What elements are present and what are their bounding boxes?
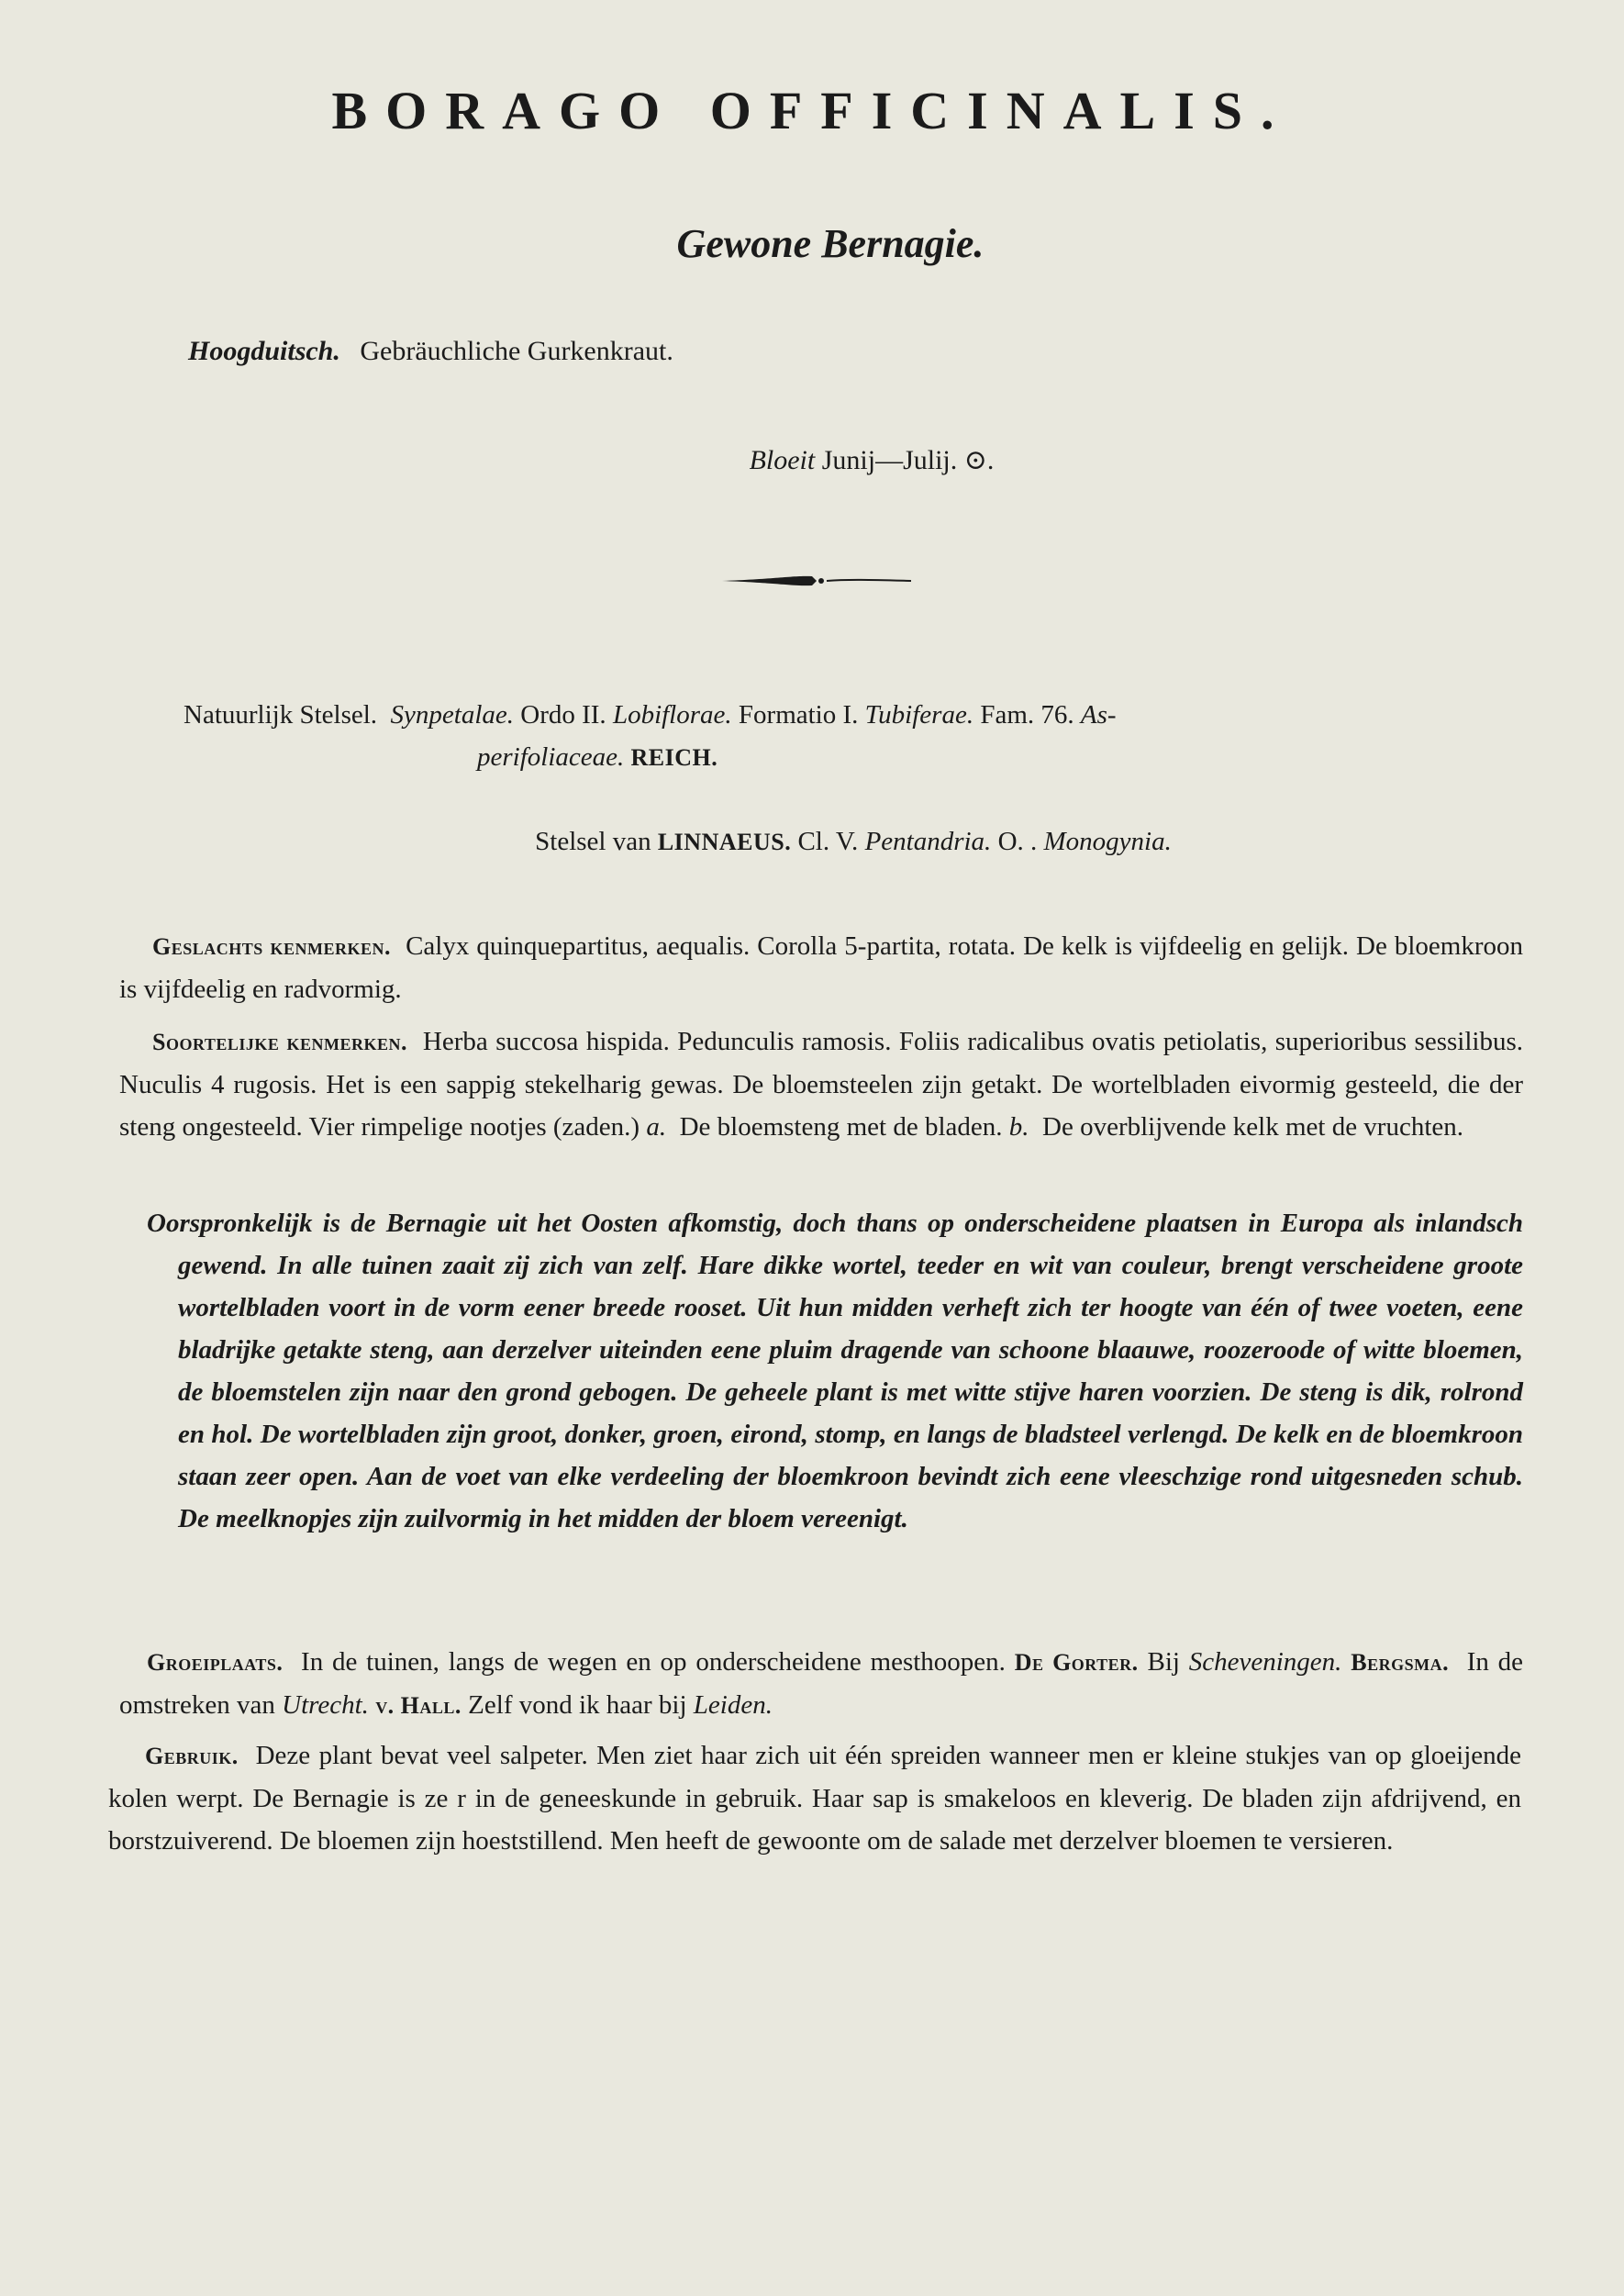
page-subtitle: Gewone Bernagie. <box>676 221 984 266</box>
german-name: Gebräuchliche Gurkenkraut. <box>360 336 673 366</box>
origin-description-text: Oorspronkelijk is de Bernagie uit het Oosten afkomstig, doch thans op onderscheidene plaatsen in Europa als inlandsch gewend. In alle tuinen zaait zij zich van zelf. Hare dikke wortel, teeder en wit van couleur, brengt verscheidene groote wortelbladen voort in de vorm eener breede rooset. Uit hun midden verheft zich ter hoogte van één of twee voeten, eene bladrijke getakte steng, aan derzelver uiteinden eene pluim dragende van schoone blaauwe, roozeroode of witte bloemen, de bloemstelen zijn naar den grond gebogen. De geheele plant is met witte stijve haren voorzien. De steng is dik, rolrond en hol. De wortelbladen zijn groot, donker, groen, eirond, stomp, en langs de bladsteel verlengd. De kelk en de bloemkroon staan zeer open. Aan de voet van elke verdeeling der bloemkroon bevindt zich eene vleeschzige rond uitgesneden schub. De meelknopjes zijn zuilvormig in het midden der bloem vereenigt. <box>147 1209 1523 1533</box>
habitat-source-hall: v. Hall. <box>375 1692 462 1719</box>
usage-paragraph <box>108 1734 1521 1862</box>
natural-system-family-name-start: As- <box>1080 700 1117 730</box>
natural-system-paragraph <box>184 694 1468 779</box>
habitat-place-utrecht: Utrecht. <box>282 1690 369 1720</box>
linnaeus-class: Cl. V. <box>797 827 859 856</box>
figure-ref-b: b. <box>1008 1112 1029 1142</box>
species-text-stem: De bloemsteng met de bladen. <box>679 1112 1003 1142</box>
linnaeus-class-name: Pentandria. <box>864 827 992 856</box>
linnaeus-order: O. . <box>997 827 1038 856</box>
natural-system-family-name-end: perifoliaceae. <box>477 742 625 772</box>
habitat-place-scheveningen: Scheveningen. <box>1188 1647 1342 1677</box>
genus-characteristics-text: Calyx quinquepartitus, aequalis. Corolla 5-partita, rotata. De kelk is vijfdeelig en gelijk. De bloemkroon is vijfdeelig en radvormig. <box>119 931 1523 1004</box>
flowering-period: Junij—Julij. ⊙. <box>821 445 995 475</box>
species-characteristics-label: Soortelijke kenmerken. <box>152 1029 408 1055</box>
usage-text: Deze plant bevat veel salpeter. Men ziet haar zich uit één spreiden wanneer men er kleine stukjes van op gloeijende kolen werpt. De Bernagie is ze r in de geneeskunde in gebruik. Haar sap is smakeloos en kleverig. De bladen zijn afdrijvend, en borstzuiverend. De bloemen zijn hoeststillend. Men heeft de gewoonte om de salade met derzelver bloemen te versieren. <box>108 1741 1522 1856</box>
linnaeus-system-line <box>0 820 1624 864</box>
genus-characteristics-label: Geslachts kenmerken. <box>152 933 392 960</box>
species-characteristics-text: Herba succosa hispida. Pedunculis ramosis. Foliis radicalibus ovatis petiolatis, superioribus sessilibus. Nuculis 4 rugosis. Het is een sappig stekelharig gewas. De bloemsteelen zijn getakt. De wortelbladen eivormig gesteeld, die der steng ongesteeld. Vier rimpelige nootjes (zaden.) <box>119 1027 1523 1142</box>
habitat-source-bergsma: Bergsma. <box>1351 1649 1450 1676</box>
usage-label: Gebruik. <box>145 1743 239 1769</box>
natural-system-author: REICH. <box>630 744 718 771</box>
page-title: BORAGO OFFICINALIS. <box>331 81 1293 140</box>
ornament-divider-icon <box>720 571 913 591</box>
german-label: Hoogduitsch. <box>188 336 340 366</box>
habitat-place-leiden: Leiden. <box>693 1690 773 1720</box>
habitat-text-bij: Bij <box>1147 1647 1180 1677</box>
natural-system-subclass: Synpetalae. <box>390 700 515 730</box>
flowering-label: Bloeit <box>749 445 816 475</box>
genus-characteristics-paragraph <box>119 925 1523 1010</box>
linnaeus-order-name: Monogynia. <box>1043 827 1172 856</box>
species-characteristics-paragraph <box>119 1020 1523 1148</box>
natural-system-ordo-name: Lobiflorae. <box>612 700 732 730</box>
natural-system-label: Natuurlijk Stelsel. <box>184 700 378 730</box>
habitat-label: Groeiplaats. <box>147 1649 284 1676</box>
natural-system-formatio: Formatio I. <box>738 700 859 730</box>
habitat-text-zelf: Zelf vond ik haar bij <box>468 1690 687 1720</box>
linnaeus-name: LINNAEUS. <box>657 829 792 855</box>
habitat-text: In de tuinen, langs de wegen en op onderscheidene mesthoopen. <box>301 1647 1006 1677</box>
habitat-paragraph <box>119 1641 1523 1727</box>
species-text-calyx: De overblijvende kelk met de vruchten. <box>1042 1112 1464 1142</box>
natural-system-ordo: Ordo II. <box>520 700 606 730</box>
figure-ref-a: a. <box>646 1112 667 1142</box>
german-name-line <box>188 336 673 367</box>
natural-system-family: Fam. 76. <box>980 700 1074 730</box>
flowering-line <box>0 444 1624 476</box>
origin-description-paragraph <box>147 1202 1523 1540</box>
habitat-source-gorter: De Gorter. <box>1014 1649 1139 1676</box>
habitat-text-omstreken: In de omstreken van <box>119 1647 1524 1720</box>
natural-system-formatio-name: Tubiferae. <box>864 700 974 730</box>
linnaeus-label: Stelsel van <box>535 827 651 856</box>
